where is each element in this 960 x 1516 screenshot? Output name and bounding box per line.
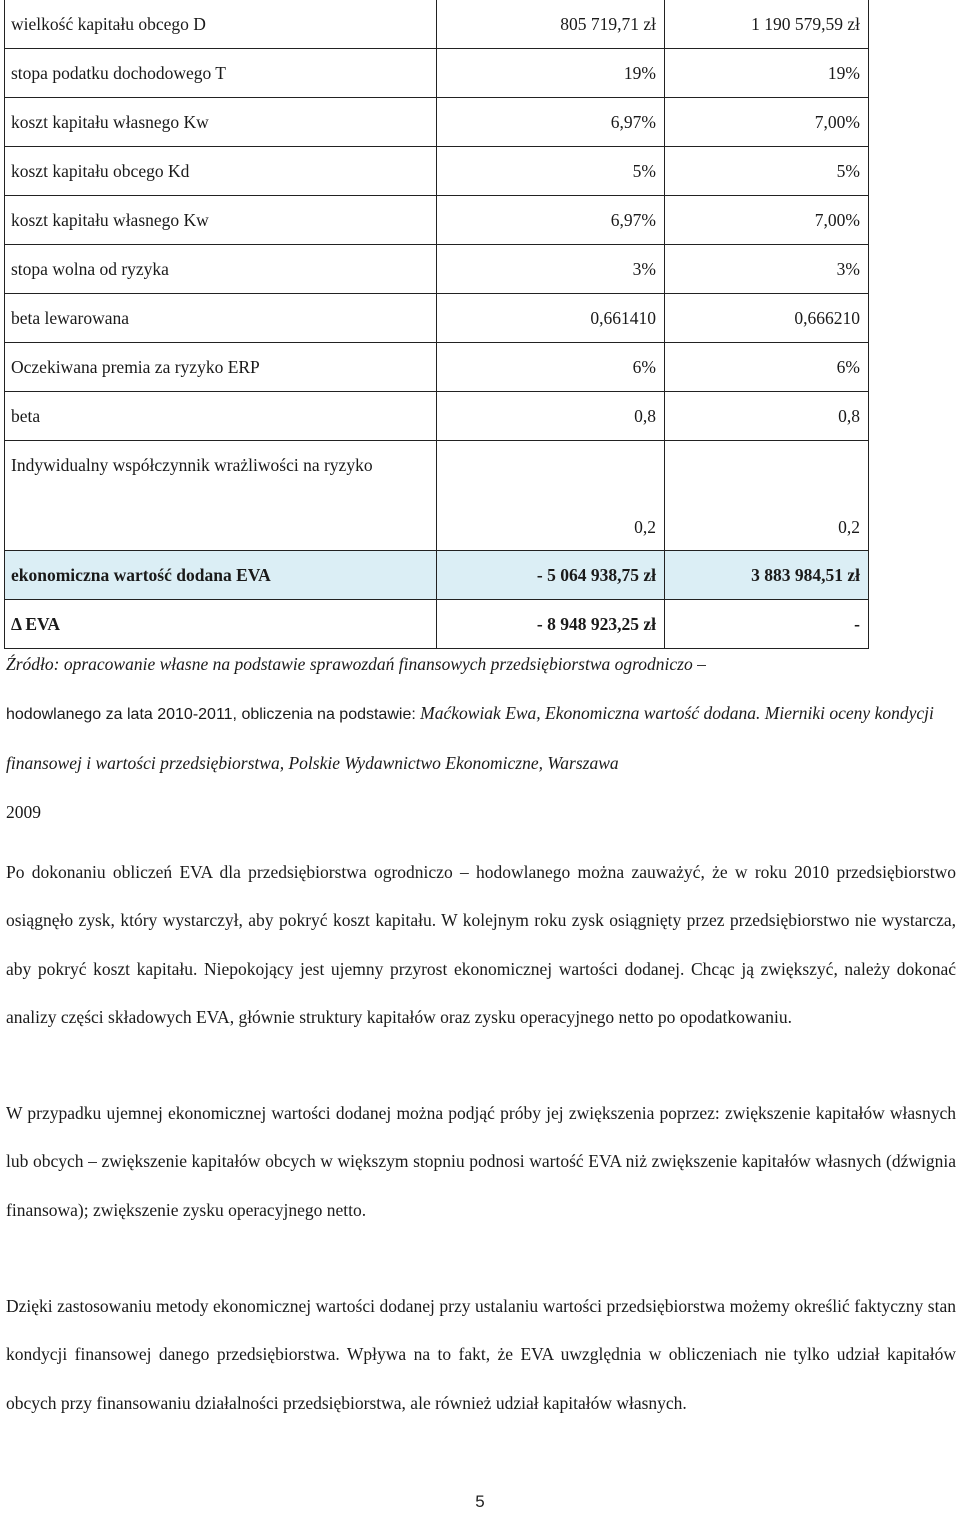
row-value-2010: 6,97% (437, 196, 665, 245)
row-label: beta (5, 392, 437, 441)
table-row (5, 0, 869, 49)
row-value-2010: 0,661410 (437, 294, 665, 343)
table-row (5, 343, 869, 392)
row-label: Oczekiwana premia za ryzyko ERP (5, 343, 437, 392)
row-value-2010: 805 719,71 zł (437, 0, 665, 49)
row-value-2011: 5% (665, 147, 869, 196)
row-value-2011: 1 190 579,59 zł (665, 0, 869, 49)
source-plain: hodowlanego za lata 2010-2011, obliczenia na podstawie: (6, 705, 416, 723)
row-label: Δ EVA (5, 600, 437, 649)
row-value-2011: - (665, 600, 869, 649)
table-row (5, 441, 869, 551)
row-label: beta lewarowana (5, 294, 437, 343)
row-value-2011: 7,00% (665, 98, 869, 147)
row-label: wielkość kapitału obcego D (5, 0, 437, 49)
table-row (5, 294, 869, 343)
row-value-2010: 0,2 (437, 441, 665, 551)
table-row (5, 147, 869, 196)
table-source-note (6, 640, 956, 836)
row-value-2010: - 8 948 923,25 zł (437, 600, 665, 649)
table-row (5, 98, 869, 147)
body-paragraph-2: W przypadku ujemnej ekonomicznej wartości dodanej można podjąć próby jej zwiększenia poprzez: zwiększenie kapitałów własnych lub obcych – zwiększenie kapitałów obcych w większym stopniu podnosi wartość EVA niż zwiększenie kapitałów własnych (dźwignia finansowa); zwiększenie zysku operacyjnego netto. (6, 1103, 956, 1220)
source-prefix: Źródło: opracowanie własne na podstawie sprawozdań finansowych przedsiębiorstwa ogrodniczo – (6, 654, 706, 674)
row-value-2010: 0,8 (437, 392, 665, 441)
row-value-2010: - 5 064 938,75 zł (437, 551, 665, 600)
body-paragraph-1: Po dokonaniu obliczeń EVA dla przedsiębiorstwa ogrodniczo – hodowlanego można zauważyć, że w roku 2010 przedsiębiorstwo osiągnęło zysk, który wystarczył, aby pokryć koszt kapitału. W kolejnym roku zysk osiągnięty przez przedsiębiorstwo nie wystarcza, aby pokryć koszt kapitału. Niepokojący jest ujemny przyrost ekonomicznej wartości dodanej. Chcąc ją zwiększyć, należy dokonać analizy części składowych EVA, głównie struktury kapitałów oraz zysku operacyjnego netto po opodatkowaniu. (6, 862, 956, 1027)
row-value-2011: 0,666210 (665, 294, 869, 343)
row-value-2010: 19% (437, 49, 665, 98)
source-citation: Maćkowiak Ewa, Ekonomiczna wartość dodana. Mierniki oceny kondycji finansowej i wartości przedsiębiorstwa, Polskie Wydawnictwo Ekonomiczne, Warszawa (6, 702, 934, 773)
row-label: ekonomiczna wartość dodana EVA (5, 551, 437, 600)
row-label: stopa podatku dochodowego T (5, 49, 437, 98)
table-row-eva (5, 551, 869, 600)
row-label: koszt kapitału obcego Kd (5, 147, 437, 196)
row-value-2011: 0,8 (665, 392, 869, 441)
row-value-2010: 5% (437, 147, 665, 196)
row-value-2011: 7,00% (665, 196, 869, 245)
row-value-2010: 6,97% (437, 98, 665, 147)
body-paragraph-3: Dzięki zastosowaniu metody ekonomicznej wartości dodanej przy ustalaniu wartości przedsiębiorstwa możemy określić faktyczny stan kondycji finansowej danego przedsiębiorstwa. Wpływa na to fakt, że EVA uwzględnia w obliczeniach nie tylko udział kapitałów obcych przy finansowaniu działalności przedsiębiorstwa, ale również udział kapitałów własnych. (6, 1296, 956, 1413)
page-number: 5 (475, 1492, 485, 1511)
row-label: koszt kapitału własnego Kw (5, 196, 437, 245)
row-label: koszt kapitału własnego Kw (5, 98, 437, 147)
row-value-2010: 6% (437, 343, 665, 392)
table-row (5, 392, 869, 441)
row-value-2011: 19% (665, 49, 869, 98)
table-row (5, 245, 869, 294)
row-value-2010: 3% (437, 245, 665, 294)
row-label: stopa wolna od ryzyka (5, 245, 437, 294)
row-label: Indywidualny współczynnik wrażliwości na ryzyko (5, 441, 437, 551)
table-row (5, 49, 869, 98)
source-year: 2009 (6, 801, 41, 822)
row-value-2011: 6% (665, 343, 869, 392)
eva-table (4, 0, 869, 649)
table-row (5, 196, 869, 245)
row-value-2011: 3% (665, 245, 869, 294)
row-value-2011: 0,2 (665, 441, 869, 551)
row-value-2011: 3 883 984,51 zł (665, 551, 869, 600)
